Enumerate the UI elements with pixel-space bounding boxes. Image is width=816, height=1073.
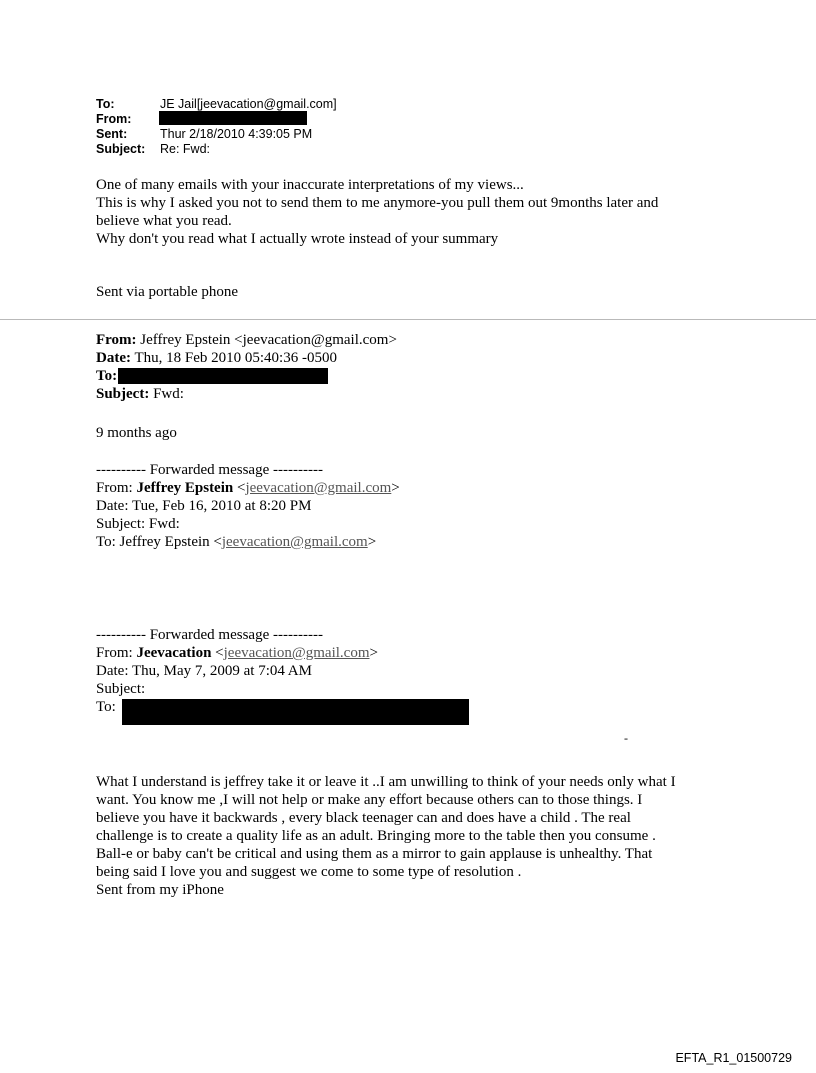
from-row <box>96 112 160 127</box>
fwd1-to-email-link[interactable]: jeevacation@gmail.com <box>221 534 368 550</box>
fwd1-from-row <box>96 479 400 497</box>
fwd2-subject: Subject: <box>96 681 146 697</box>
to-value: JE Jail[jeevacation@gmail.com] <box>160 97 337 111</box>
fwd1-to-close: > <box>367 534 377 550</box>
quoted-from-row <box>96 331 397 349</box>
signature-line: Sent from my iPhone <box>96 882 224 898</box>
top-signature: Sent via portable phone <box>96 284 239 300</box>
to-label: To: <box>96 97 115 111</box>
forwarded-message-1 <box>96 461 400 551</box>
stray-mark: - <box>624 731 628 745</box>
body-line: This is why I asked you not to send them to me anymore-you pull them out 9months later and <box>96 195 659 211</box>
sent-value: Thur 2/18/2010 4:39:05 PM <box>160 127 313 141</box>
body-line: What I understand is jeffrey take it or leave it ..I am unwilling to think of your needs only what I <box>96 774 676 790</box>
body-line: challenge is to create a quality life as an adult. Bringing more to the table then you consume . <box>96 828 656 844</box>
sent-row <box>96 127 312 142</box>
quoted-subject-row <box>96 385 397 403</box>
body-line: want. You know me ,I will not help or make any effort because others can to those things. I <box>96 792 643 808</box>
from-label: From: <box>96 112 132 126</box>
quoted-subject-label: Subject: <box>96 386 150 402</box>
fwd2-date: Date: Thu, May 7, 2009 at 7:04 AM <box>96 663 312 679</box>
quoted-date-label: Date: <box>96 350 131 366</box>
sent-label: Sent: <box>96 127 128 141</box>
fwd2-from-row <box>96 644 378 662</box>
final-message-body <box>96 773 756 899</box>
fwd1-from-name: Jeffrey Epstein <box>136 480 234 496</box>
fwd2-from-open: < <box>211 645 224 661</box>
fwd1-from-close: > <box>391 480 400 496</box>
body-line: Ball-e or baby can't be critical and using them as a mirror to gain applause is unhealthy. That <box>96 846 653 862</box>
body-line: believe you have it backwards , every black teenager can and does have a child . The real <box>96 810 631 826</box>
fwd2-from-prefix: From: <box>96 645 137 661</box>
to-row <box>96 97 337 112</box>
quoted-from-label: From: <box>96 332 137 348</box>
forward-separator: ---------- Forwarded message ---------- <box>96 627 323 643</box>
subject-value: Re: Fwd: <box>160 142 211 156</box>
fwd1-from-prefix: From: <box>96 480 137 496</box>
fwd1-subject: Subject: Fwd: <box>96 516 180 532</box>
redaction-box <box>122 699 469 725</box>
body-line: believe what you read. <box>96 213 232 229</box>
quoted-from-value: Jeffrey Epstein <jeevacation@gmail.com> <box>140 332 397 348</box>
redaction-box <box>118 368 328 384</box>
fwd1-date: Date: Tue, Feb 16, 2010 at 8:20 PM <box>96 498 312 514</box>
body-line: One of many emails with your inaccurate interpretations of my views... <box>96 177 524 193</box>
fwd1-from-open: < <box>233 480 246 496</box>
fwd1-from-email-link[interactable]: jeevacation@gmail.com <box>245 480 392 496</box>
quoted-to-label: To: <box>96 368 118 384</box>
quoted-date-row <box>96 349 397 367</box>
quoted-date-value: Thu, 18 Feb 2010 05:40:36 -0500 <box>134 350 337 366</box>
fwd1-to-prefix: To: Jeffrey Epstein < <box>96 534 222 550</box>
body-line: Why don't you read what I actually wrote instead of your summary <box>96 231 499 247</box>
forward-separator: ---------- Forwarded message ---------- <box>96 462 323 478</box>
top-email-body <box>96 176 736 248</box>
quoted-subject-value: Fwd: <box>153 386 184 402</box>
fwd2-to-prefix: To: <box>96 699 116 715</box>
fwd2-from-email-link[interactable]: jeevacation@gmail.com <box>223 645 370 661</box>
fwd2-from-close: > <box>369 645 378 661</box>
document-id-footer: EFTA_R1_01500729 <box>675 1051 792 1065</box>
quoted-body: 9 months ago <box>96 425 177 441</box>
redaction-box <box>159 111 307 125</box>
fwd1-to-row <box>96 533 400 551</box>
subject-label: Subject: <box>96 142 146 156</box>
quoted-email-header <box>96 331 397 403</box>
body-line: being said I love you and suggest we come to some type of resolution . <box>96 864 522 880</box>
subject-row <box>96 142 210 157</box>
fwd2-from-name: Jeevacation <box>136 645 212 661</box>
divider-line <box>0 319 816 320</box>
